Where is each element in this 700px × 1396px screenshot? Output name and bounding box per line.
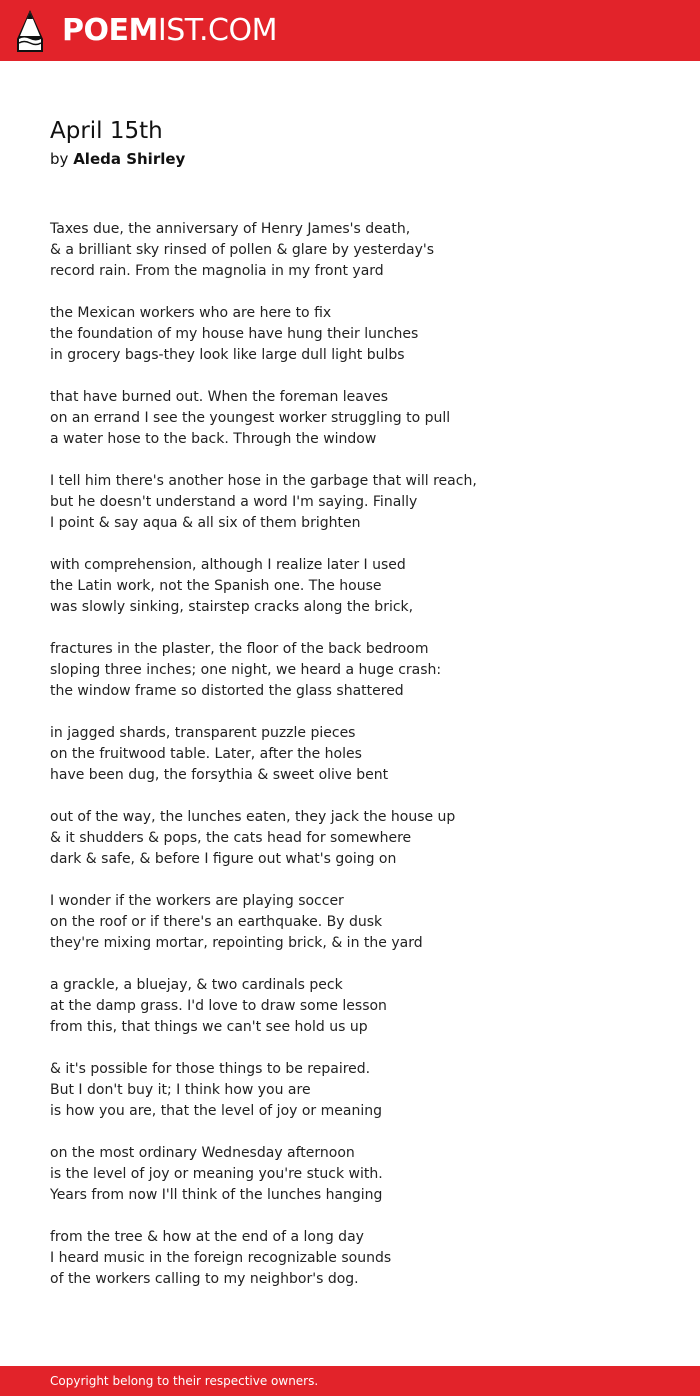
poem-line: but he doesn't understand a word I'm saying. Finally — [50, 494, 418, 510]
logo-light-text: IST.COM — [157, 13, 277, 48]
poem-line: sloping three inches; one night, we heard a huge crash: — [50, 662, 442, 678]
poem-line: out of the way, the lunches eaten, they jack the house up — [50, 809, 456, 825]
site-logo-text — [62, 9, 277, 53]
poem-stanza — [50, 219, 650, 282]
poem-line: I tell him there's another hose in the garbage that will reach, — [50, 473, 477, 489]
poem-line: I point & say aqua & all six of them brighten — [50, 515, 361, 531]
site-logo-link[interactable] — [16, 9, 277, 53]
poem-stanza — [50, 387, 650, 450]
poem-stanza — [50, 303, 650, 366]
poem-line: on the most ordinary Wednesday afternoon — [50, 1145, 355, 1161]
poem-line: with comprehension, although I realize later I used — [50, 557, 406, 573]
poem-stanza — [50, 1227, 650, 1290]
poem-stanza — [50, 891, 650, 954]
poem-line: But I don't buy it; I think how you are — [50, 1082, 311, 1098]
poem-line: record rain. From the magnolia in my front yard — [50, 263, 384, 279]
poem-stanza — [50, 975, 650, 1038]
footer-copyright: Copyright belong to their respective owners. — [50, 1374, 319, 1388]
poem-line: the Latin work, not the Spanish one. The house — [50, 578, 382, 594]
poem-title: April 15th — [50, 118, 163, 144]
poem-line: on an errand I see the youngest worker struggling to pull — [50, 410, 451, 426]
poem-line: was slowly sinking, stairstep cracks along the brick, — [50, 599, 414, 615]
poem-stanza — [50, 555, 650, 618]
byline-prefix: by — [50, 150, 69, 168]
poem-line: a water hose to the back. Through the window — [50, 431, 377, 447]
poem-line: from the tree & how at the end of a long day — [50, 1229, 364, 1245]
poem-line: a grackle, a bluejay, & two cardinals peck — [50, 977, 343, 993]
pencil-tip-icon — [16, 9, 44, 53]
poem-stanza — [50, 1143, 650, 1206]
poem-line: in grocery bags-they look like large dull light bulbs — [50, 347, 405, 363]
poem-line: of the workers calling to my neighbor's dog. — [50, 1271, 359, 1287]
poem-line: they're mixing mortar, repointing brick, & in the yard — [50, 935, 423, 951]
poem-stanza — [50, 639, 650, 702]
poem-line: fractures in the plaster, the floor of the back bedroom — [50, 641, 429, 657]
logo-bold-text: POEM — [62, 13, 158, 48]
poem-line: dark & safe, & before I figure out what's going on — [50, 851, 397, 867]
poem-line: that have burned out. When the foreman leaves — [50, 389, 389, 405]
poem-body — [50, 219, 650, 1290]
poem-line: Years from now I'll think of the lunches hanging — [50, 1187, 383, 1203]
poem-stanza — [50, 471, 650, 534]
poem-line: I wonder if the workers are playing soccer — [50, 893, 344, 909]
author-name[interactable]: Aleda Shirley — [73, 150, 186, 168]
poem-line: on the roof or if there's an earthquake. By dusk — [50, 914, 383, 930]
poem-stanza — [50, 723, 650, 786]
poem-line: the window frame so distorted the glass shattered — [50, 683, 404, 699]
site-header — [0, 0, 700, 61]
poem-line: & it shudders & pops, the cats head for somewhere — [50, 830, 412, 846]
poem-line: & a brilliant sky rinsed of pollen & glare by yesterday's — [50, 242, 435, 258]
poem-line: at the damp grass. I'd love to draw some lesson — [50, 998, 387, 1014]
poem-line: in jagged shards, transparent puzzle pieces — [50, 725, 356, 741]
poem-line: & it's possible for those things to be repaired. — [50, 1061, 371, 1077]
poem-content — [50, 115, 650, 1311]
poem-stanza — [50, 807, 650, 870]
poem-byline — [50, 147, 650, 171]
poem-line: have been dug, the forsythia & sweet olive bent — [50, 767, 389, 783]
poem-stanza — [50, 1059, 650, 1122]
poem-line: the Mexican workers who are here to fix — [50, 305, 332, 321]
poem-line: is the level of joy or meaning you're stuck with. — [50, 1166, 383, 1182]
poem-line: the foundation of my house have hung their lunches — [50, 326, 419, 342]
poem-line: I heard music in the foreign recognizable sounds — [50, 1250, 392, 1266]
poem-line: from this, that things we can't see hold us up — [50, 1019, 368, 1035]
poem-line: on the fruitwood table. Later, after the holes — [50, 746, 362, 762]
poem-line: is how you are, that the level of joy or meaning — [50, 1103, 382, 1119]
site-footer — [0, 1366, 700, 1396]
poem-line: Taxes due, the anniversary of Henry James's death, — [50, 221, 411, 237]
